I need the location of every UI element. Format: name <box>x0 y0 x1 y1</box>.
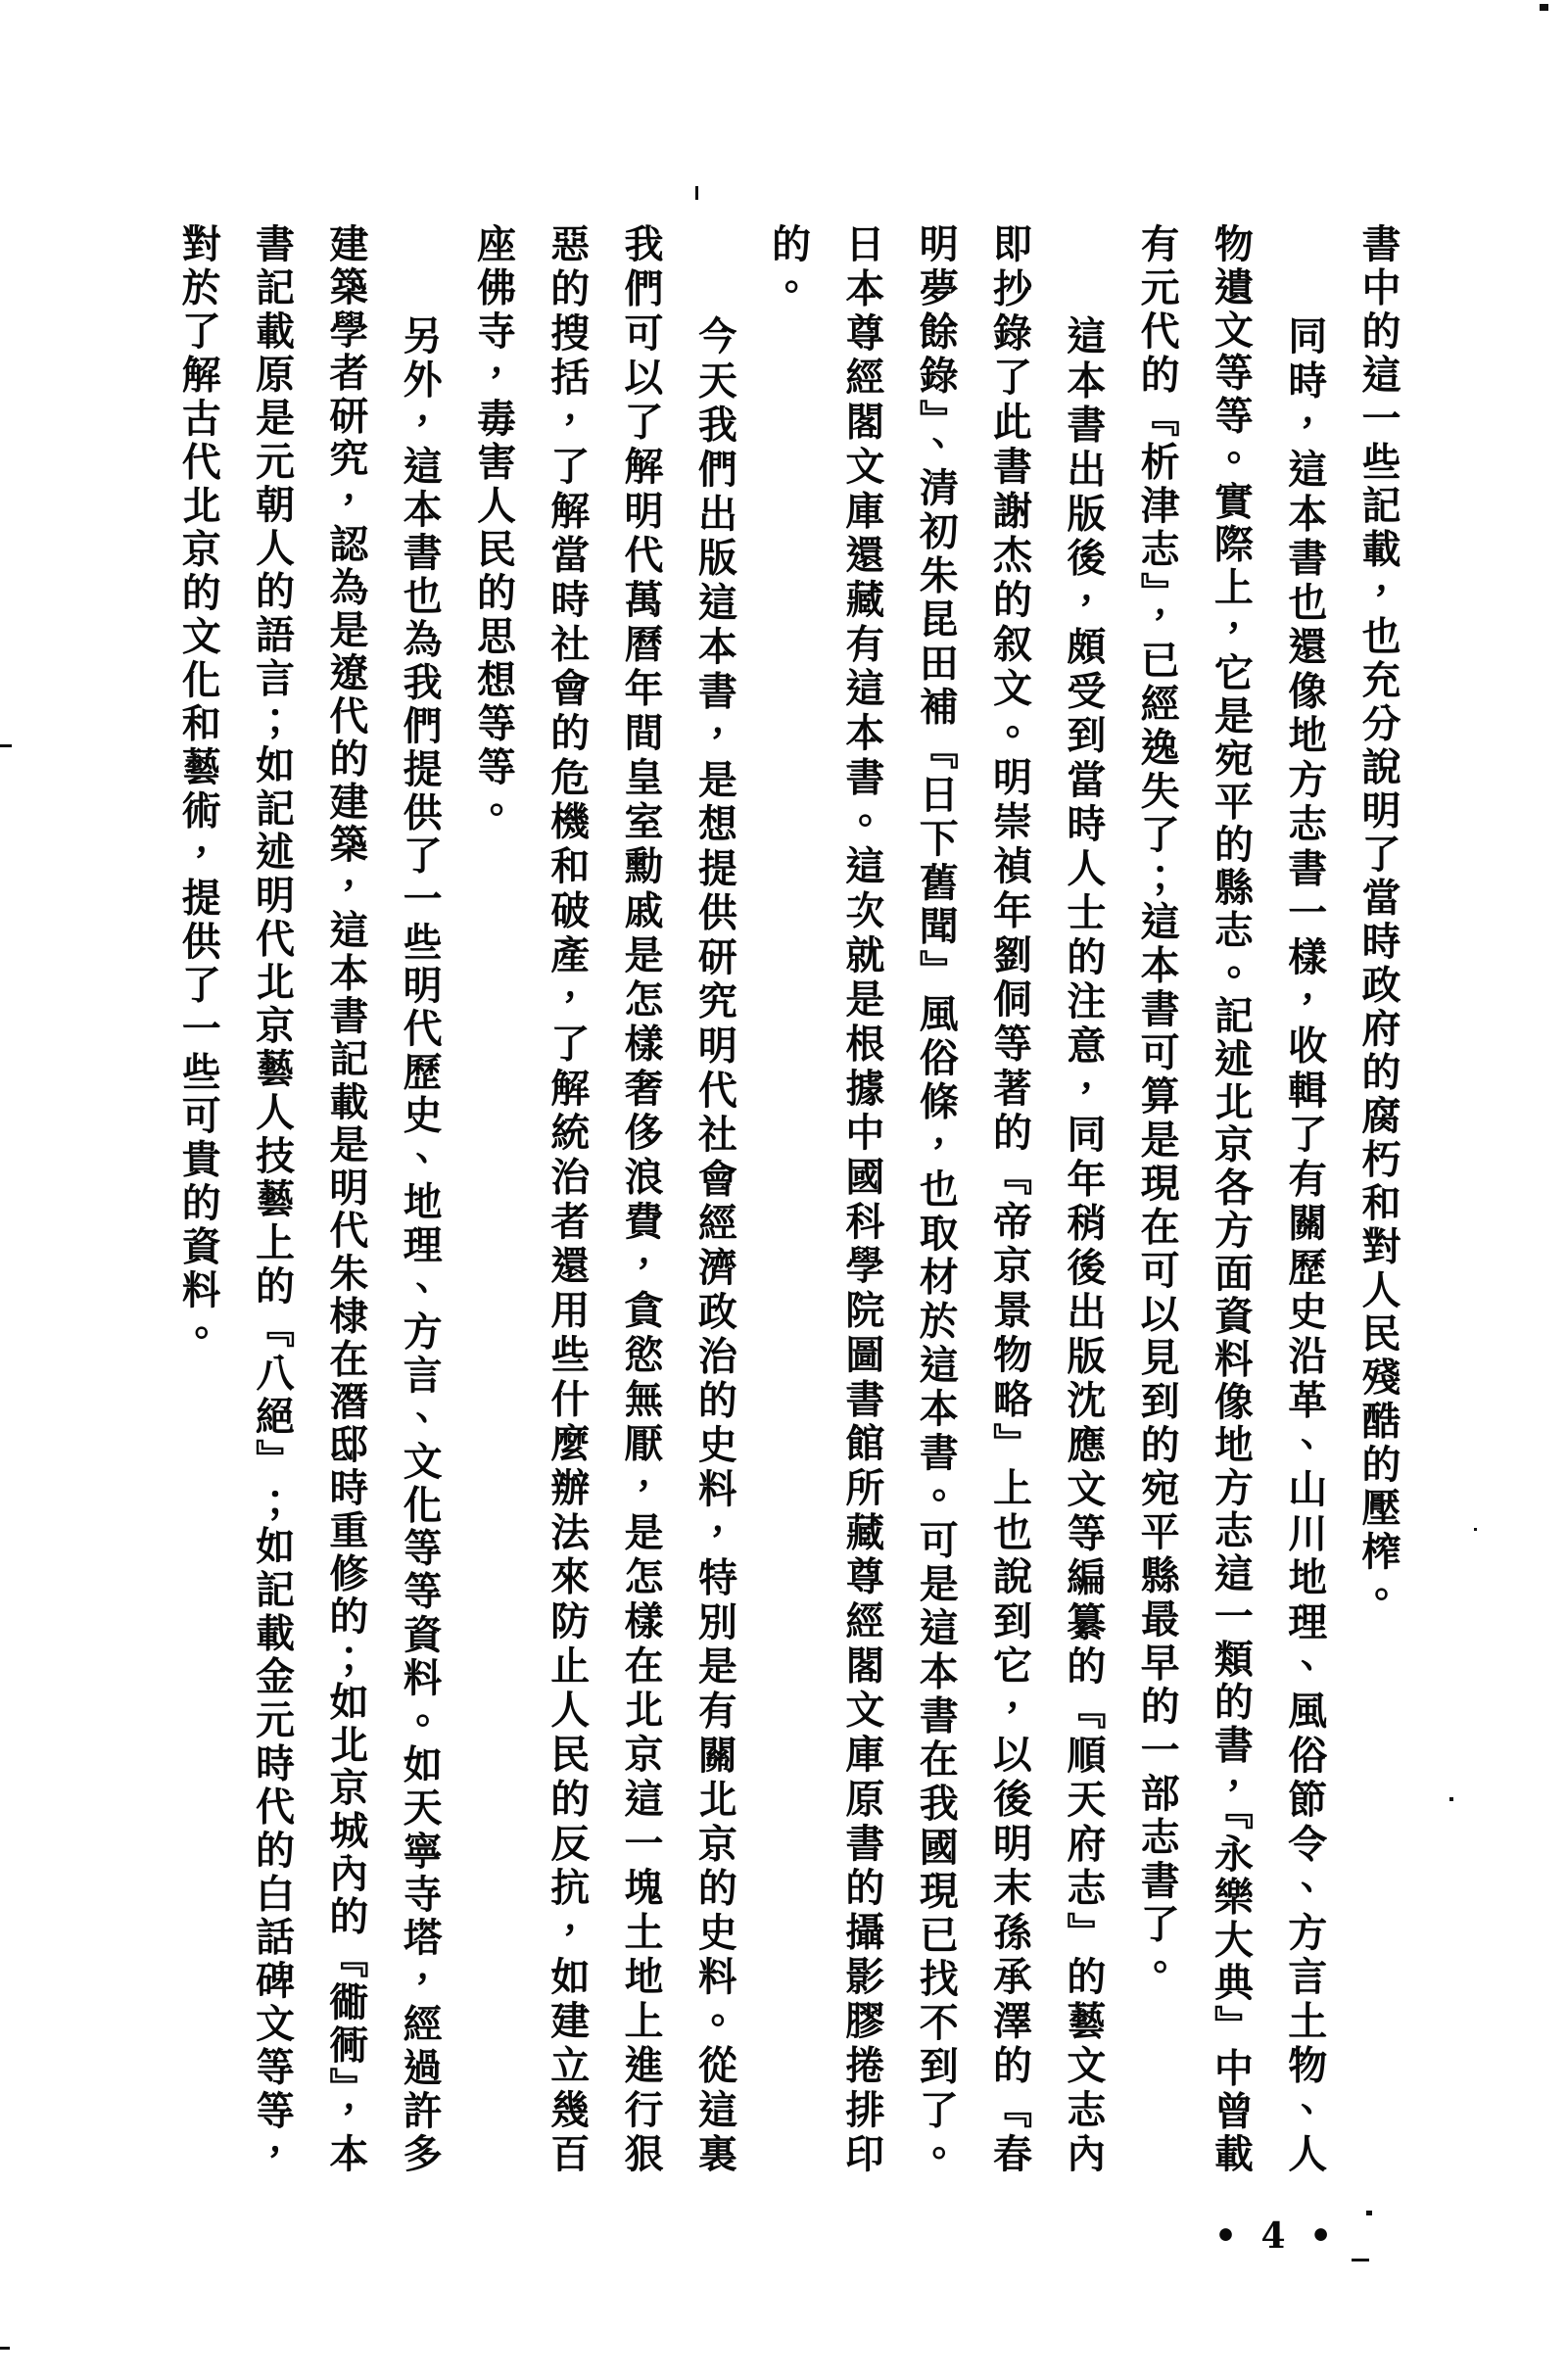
text-column: 惡的搜括，了解當時社會的危機和破產，了解統治者還用些什麼辦法來防止人民的反抗，如建立幾百 <box>544 223 591 2172</box>
text-column: 座佛寺，毒害人民的思想等等。 <box>470 223 517 833</box>
scan-speck <box>0 744 12 747</box>
scan-speck <box>1540 4 1548 11</box>
text-column: 書記載原是元朝人的語言；如記述明代北京藝人技藝上的『八絕』；如記載金元時代的白話碑文等等， <box>249 223 296 2172</box>
scan-speck <box>0 2347 10 2350</box>
text-column: 物遺文等等。實際上，它是宛平的縣志。記述北京各方面資料像地方志這一類的書，『永樂大典』中曾載 <box>1208 223 1255 2172</box>
scan-speck <box>1366 2211 1372 2215</box>
text-column: 書中的這一些記載，也充分說明了當時政府的腐朽和對人民殘酷的壓榨。 <box>1355 223 1401 1618</box>
text-column: 有元代的『析津志』，已經逸失了；這本書可算是現在可以見到的宛平縣最早的一部志書了。 <box>1134 223 1181 1991</box>
text-column: 我們可以了解明代萬曆年間皇室勳戚是怎樣奢侈浪費，貪慾無厭，是怎樣在北京這一塊土地上進行狠 <box>618 223 665 2172</box>
text-column: 對於了解古代北京的文化和藝術，提供了一些可貴的資料。 <box>175 223 222 1357</box>
text-column: 今天我們出版這本書，是想提供研究明代社會經濟政治的史料，特別是有關北京的史料。從這裏 <box>691 315 738 2172</box>
text-column: 同時，這本書也還像地方志書一樣，收輯了有關歷史沿革、山川地理、風俗節令、方言土物、人 <box>1281 315 1328 2172</box>
scan-speck <box>1474 1528 1477 1531</box>
scan-speck <box>1449 1797 1453 1801</box>
vertical-text-body <box>162 223 1415 2172</box>
text-column: 日本尊經閣文庫還藏有這本書。這次就是根據中國科學院圖書館所藏尊經閣文庫原書的攝影膠捲排印 <box>838 223 885 2172</box>
text-column: 明夢餘錄』、清初朱昆田補『日下舊聞』風俗條，也取材於這本書。可是這本書在我國現已找不到了。 <box>913 223 960 2172</box>
text-column: 另外，這本書也為我們提供了一些明代歷史、地理、方言、文化等等資料。如天寧寺塔，經過許多 <box>397 315 444 2172</box>
text-column: 的。 <box>765 223 812 310</box>
text-column: 建築學者研究，認為是遼代的建築，這本書記載是明代朱棣在潛邸時重修的；如北京城內的『衚衕』，本 <box>322 223 369 2172</box>
scan-speck <box>1352 2259 1369 2261</box>
text-column: 這本書出版後，頗受到當時人士的注意，同年稍後出版沈應文等編纂的『順天府志』的藝文志內 <box>1060 315 1107 2172</box>
text-column: 即抄錄了此書謝杰的叙文。明崇禎年劉侗等著的『帝京景物略』上也說到它，以後明末孫承澤的『春 <box>986 223 1033 2172</box>
page-number: • 4 • <box>1214 2215 1339 2257</box>
scan-speck <box>695 186 698 200</box>
